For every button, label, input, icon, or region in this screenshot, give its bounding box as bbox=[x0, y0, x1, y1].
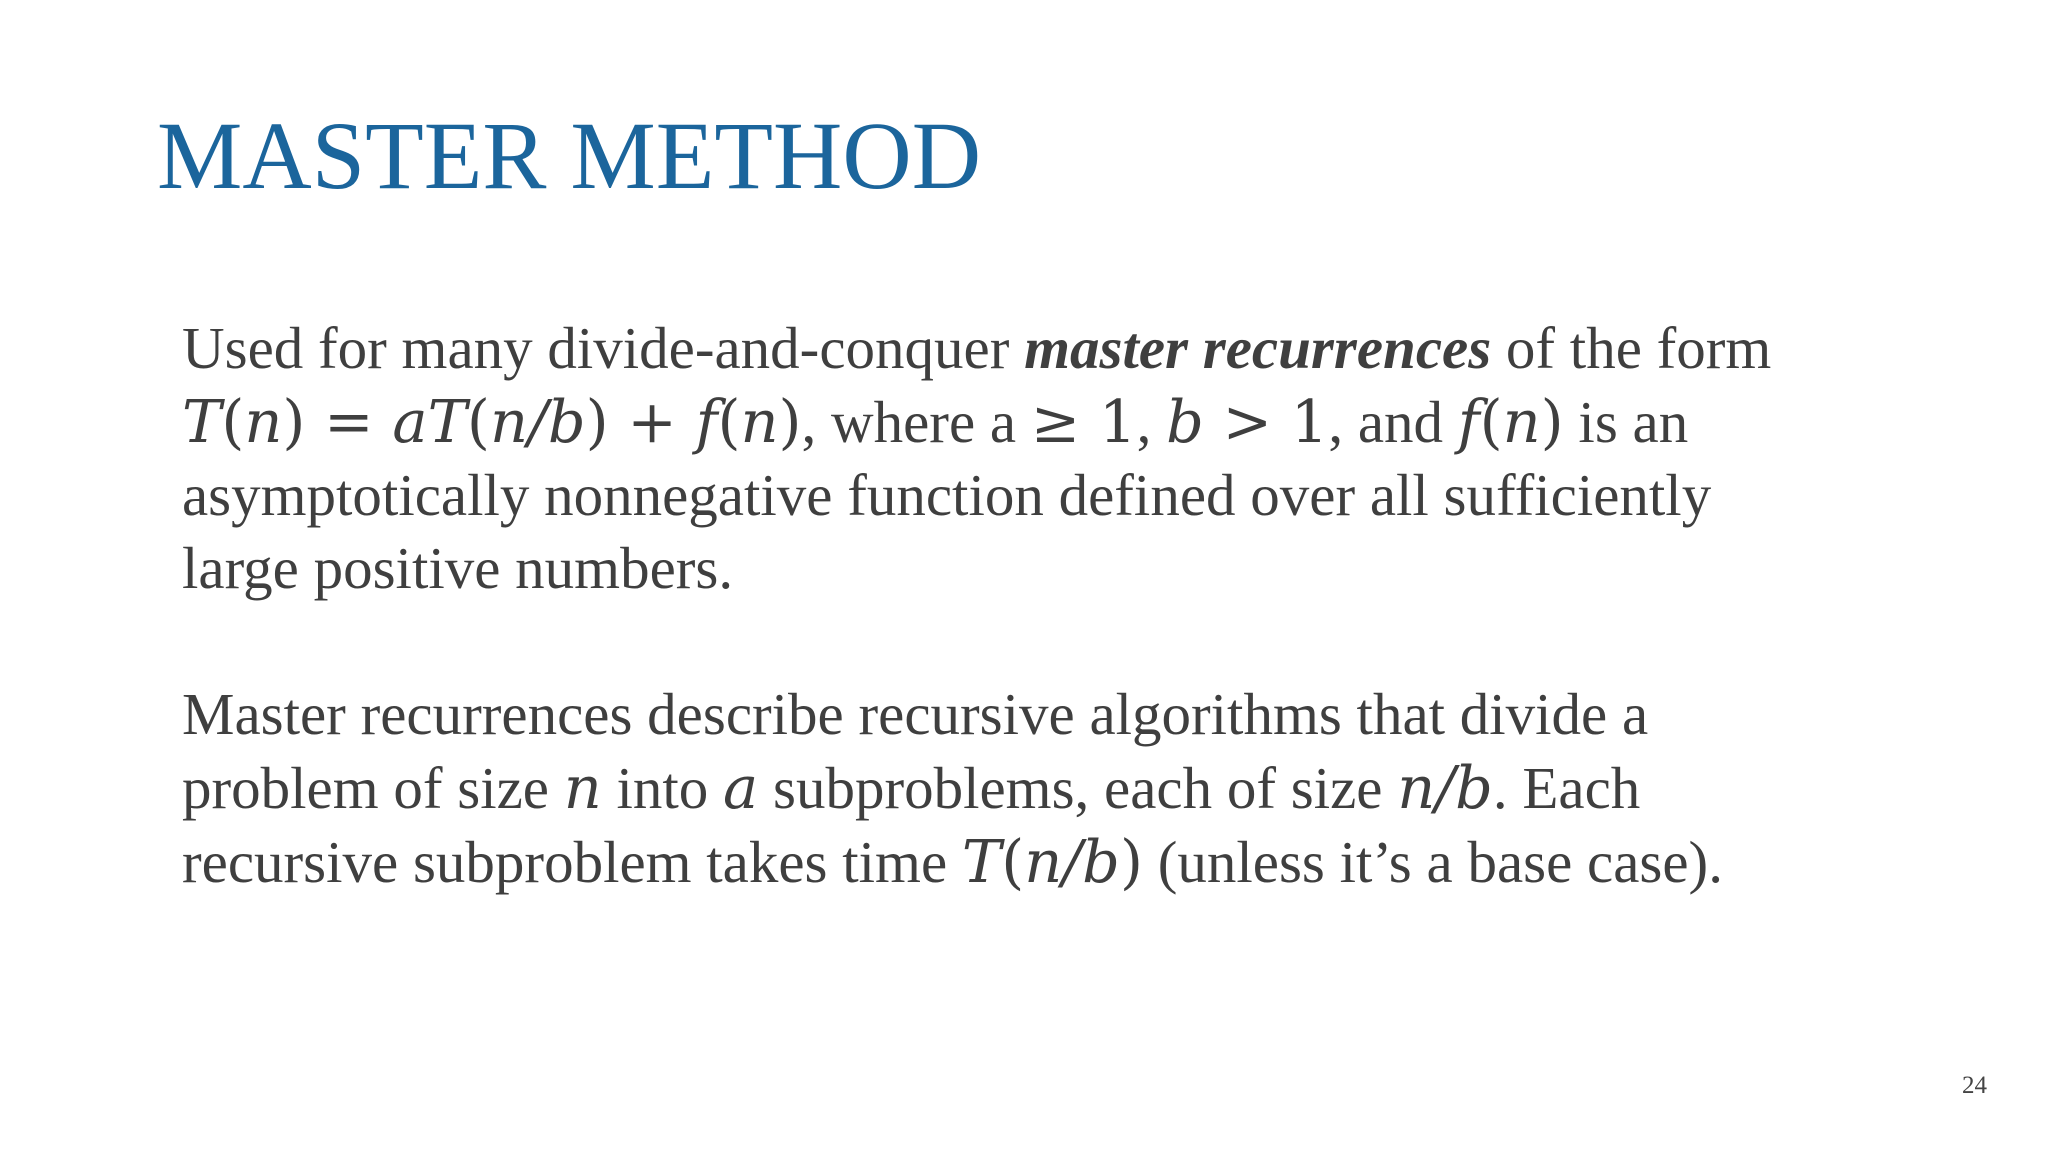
text-fragment: into bbox=[601, 755, 724, 821]
math-geq bbox=[1031, 387, 1137, 456]
recurrence-equation bbox=[182, 387, 802, 456]
text-fragment: (unless it’s a base case). bbox=[1142, 829, 1723, 895]
math-symbol: > 1 bbox=[1203, 387, 1329, 456]
math-symbol: ) bbox=[778, 387, 802, 456]
math-symbol: ( bbox=[466, 387, 490, 456]
math-symbol: ) bbox=[282, 387, 306, 456]
text-fragment: Used for many divide-and-conquer bbox=[182, 315, 1025, 381]
math-symbol: = bbox=[305, 387, 393, 456]
emphasis-master-recurrences: master recurrences bbox=[1024, 315, 1492, 381]
math-symbol: T bbox=[961, 827, 1002, 896]
text-fragment: . Each bbox=[1492, 755, 1641, 821]
text-fragment: problem of size bbox=[182, 755, 564, 821]
math-symbol: ( bbox=[1479, 387, 1503, 456]
math-symbol: ) bbox=[585, 387, 609, 456]
math-symbol: T bbox=[427, 387, 467, 456]
math-n: n bbox=[563, 753, 602, 822]
math-symbol: ( bbox=[717, 387, 741, 456]
text-line: asymptotically nonnegative function defined over all sufficiently bbox=[182, 462, 1712, 528]
text-fragment: , bbox=[1136, 389, 1167, 455]
slide-body bbox=[182, 312, 1882, 899]
text-fragment: , where a bbox=[801, 389, 1031, 455]
math-t-of-n-over-b bbox=[962, 827, 1143, 896]
math-symbol: a bbox=[392, 387, 428, 456]
text-fragment: subproblems, each of size bbox=[758, 755, 1398, 821]
text-fragment: , and bbox=[1328, 389, 1458, 455]
paragraph-definition bbox=[182, 312, 1882, 605]
math-symbol: + bbox=[608, 387, 696, 456]
math-symbol: f bbox=[695, 387, 718, 456]
math-a: a bbox=[723, 753, 759, 822]
page-number: 24 bbox=[1962, 1072, 1987, 1099]
math-symbol: n bbox=[1502, 387, 1541, 456]
math-symbol: ) bbox=[1119, 827, 1143, 896]
math-f-of-n bbox=[1458, 387, 1564, 456]
math-symbol: n/b bbox=[489, 387, 586, 456]
text-line: Master recurrences describe recursive algorithms that divide a bbox=[182, 681, 1649, 747]
slide-title: MASTER METHOD bbox=[157, 102, 982, 209]
text-fragment: is an bbox=[1563, 389, 1689, 455]
math-symbol: ( bbox=[1001, 827, 1025, 896]
math-symbol: T bbox=[182, 387, 222, 456]
paragraph-description bbox=[182, 678, 1882, 899]
math-symbol: n bbox=[244, 387, 283, 456]
math-symbol: ) bbox=[1540, 387, 1564, 456]
math-symbol: f bbox=[1457, 387, 1480, 456]
math-b-condition bbox=[1166, 387, 1328, 456]
math-symbol: ( bbox=[221, 387, 245, 456]
math-symbol: n bbox=[740, 387, 779, 456]
text-fragment: recursive subproblem takes time bbox=[182, 829, 962, 895]
math-n-over-b: n/b bbox=[1397, 753, 1493, 822]
text-line: large positive numbers. bbox=[182, 535, 734, 601]
math-symbol: n/b bbox=[1024, 827, 1120, 896]
math-symbol: ≥ 1 bbox=[1030, 387, 1137, 456]
text-fragment: of the form bbox=[1491, 315, 1772, 381]
math-symbol: b bbox=[1166, 387, 1204, 456]
